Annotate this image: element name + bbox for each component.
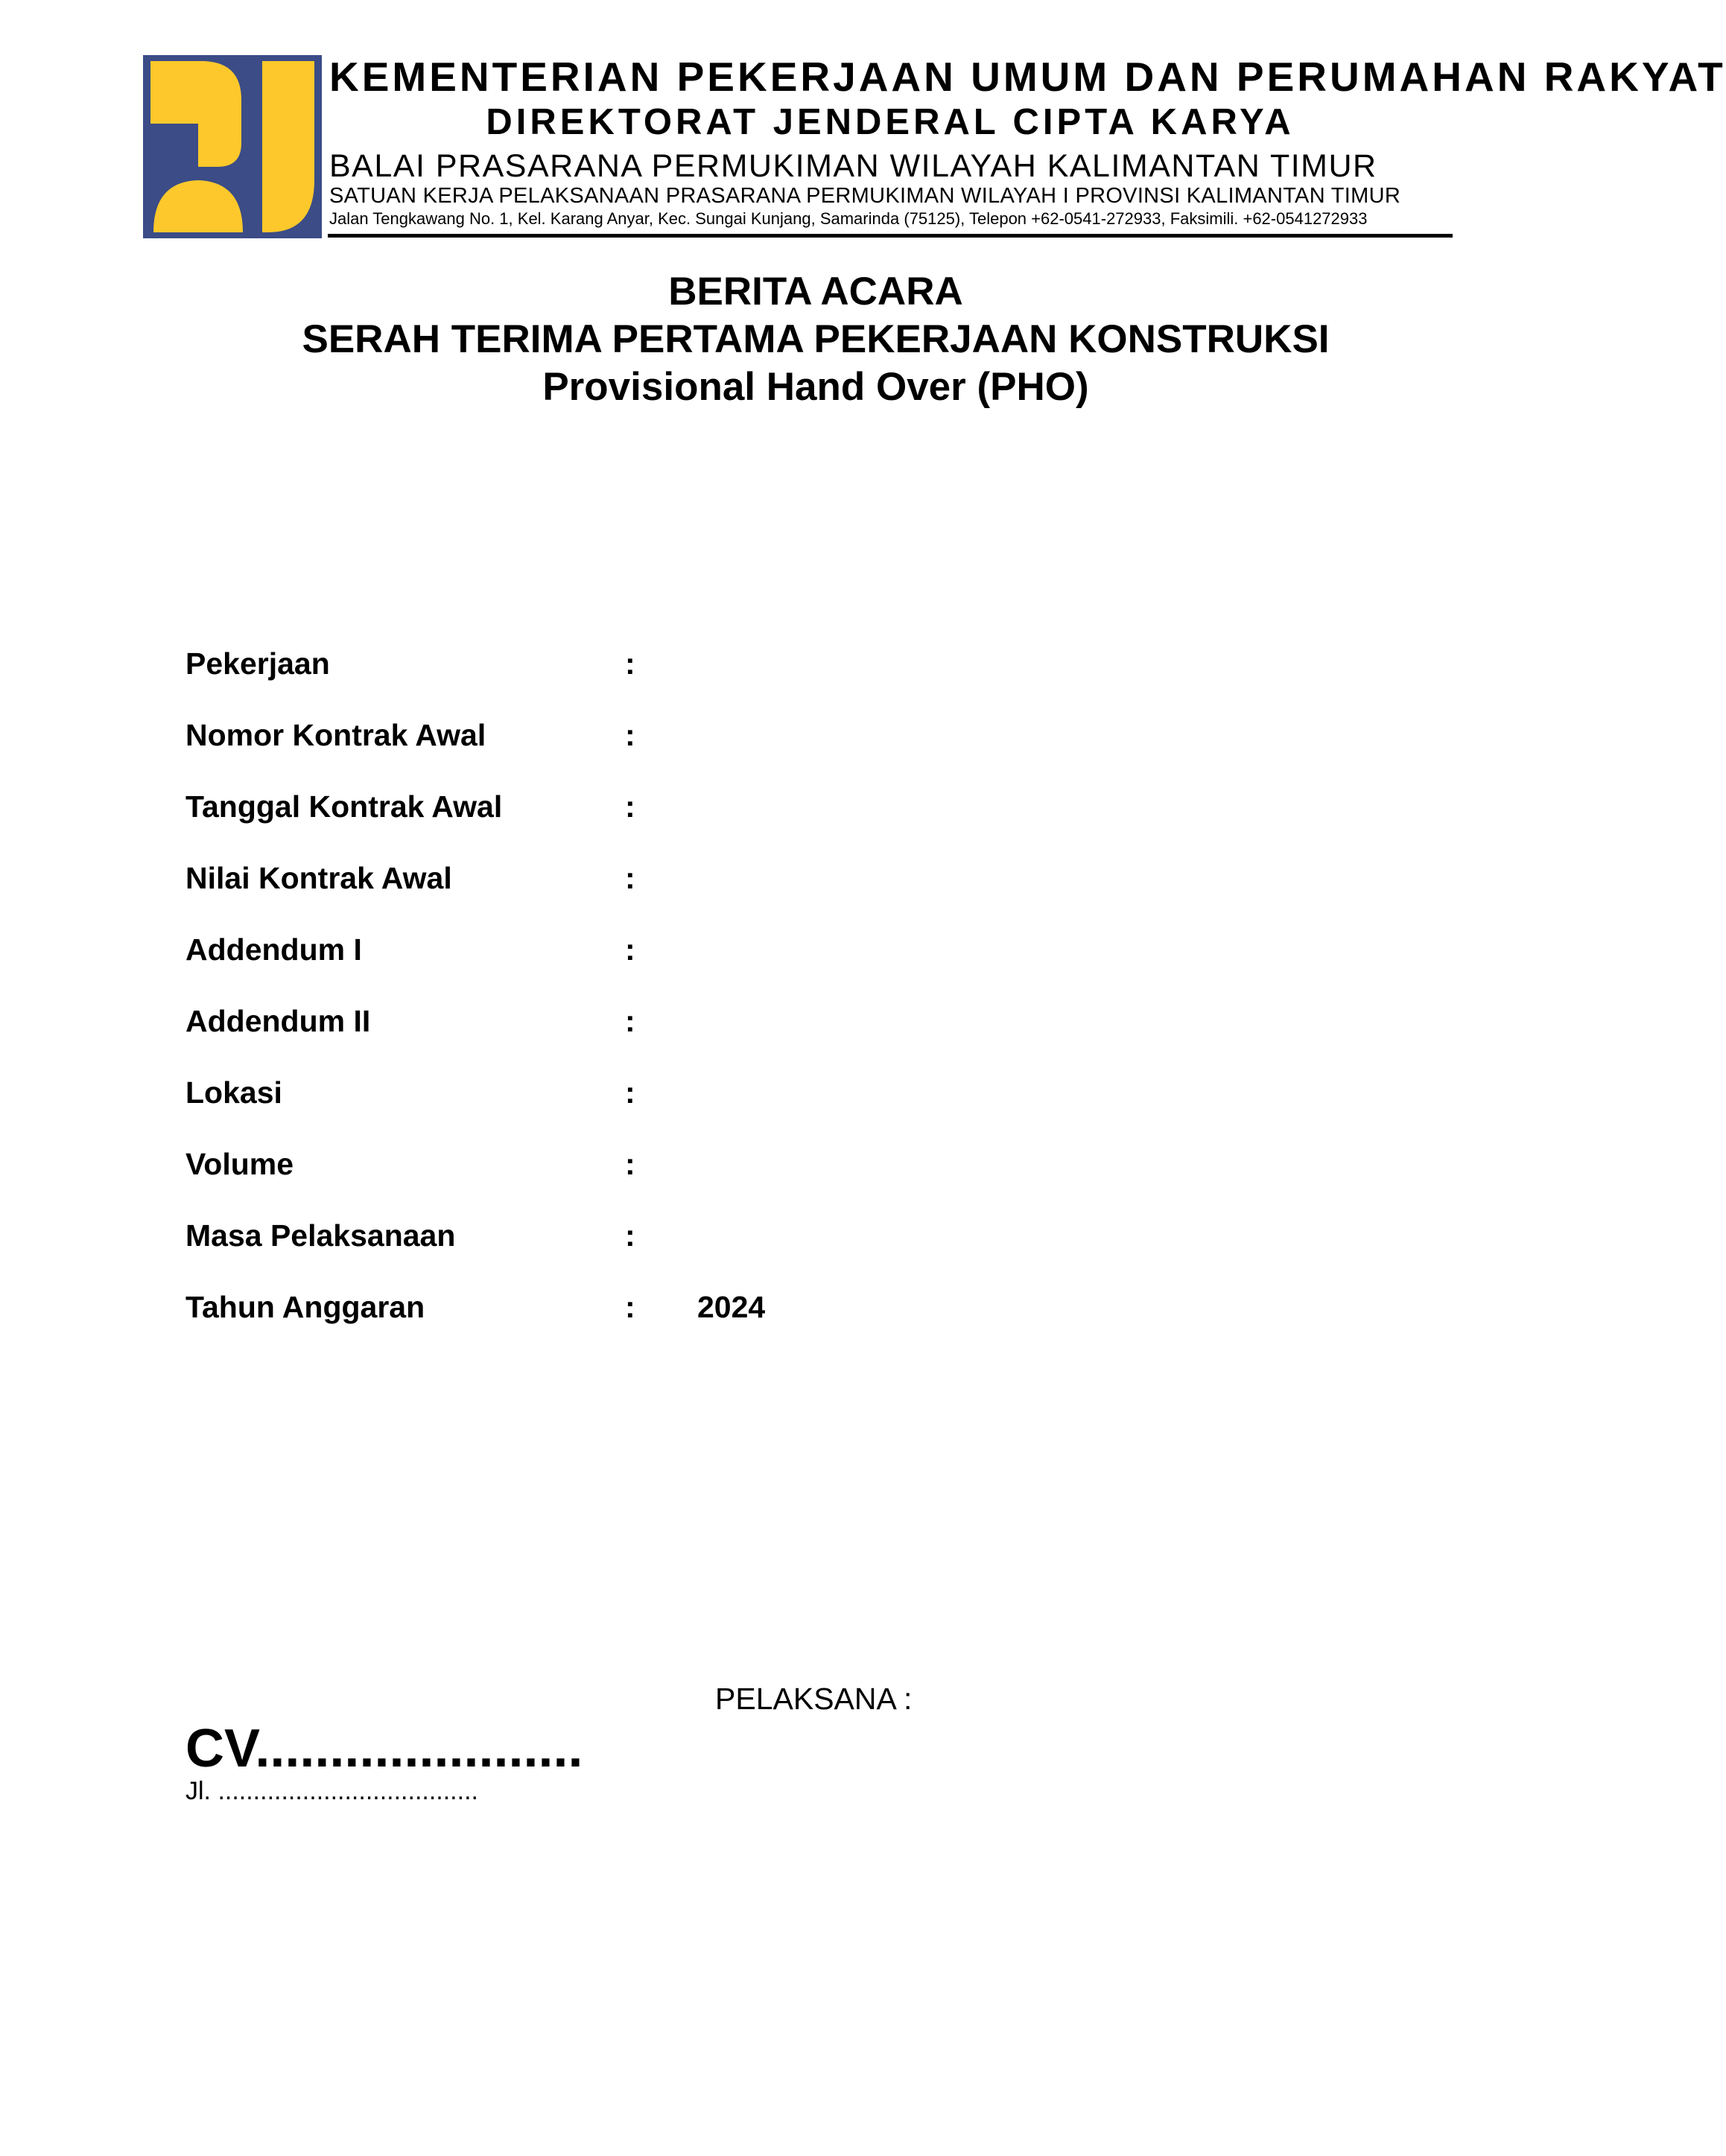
document-title bbox=[0, 268, 1526, 411]
field-row bbox=[185, 859, 1303, 931]
field-label: Addendum II bbox=[185, 1004, 371, 1038]
field-row bbox=[185, 1288, 1303, 1360]
letterhead-rule bbox=[328, 234, 1453, 238]
field-label: Volume bbox=[185, 1147, 294, 1181]
office-address: Jalan Tengkawang No. 1, Kel. Karang Anyar, Kec. Sungai Kunjang, Samarinda (75125), Telepon +62-0541-272933, Faksimili. +62-0541272933 bbox=[329, 209, 1368, 228]
office-name: BALAI PRASARANA PERMUKIMAN WILAYAH KALIMANTAN TIMUR bbox=[329, 148, 1377, 184]
field-colon: : bbox=[625, 646, 635, 681]
field-label: Tanggal Kontrak Awal bbox=[185, 789, 503, 824]
field-colon: : bbox=[625, 1218, 635, 1253]
field-colon: : bbox=[625, 789, 635, 824]
title-line-2: SERAH TERIMA PERTAMA PEKERJAAN KONSTRUKSI bbox=[302, 317, 1330, 361]
field-row bbox=[185, 1074, 1303, 1145]
field-colon: : bbox=[625, 718, 635, 752]
field-label: Tahun Anggaran bbox=[185, 1290, 425, 1324]
field-row bbox=[185, 931, 1303, 1002]
field-value: 2024 bbox=[697, 1290, 766, 1324]
field-list bbox=[185, 645, 1303, 1360]
field-row bbox=[185, 1002, 1303, 1074]
field-label: Nilai Kontrak Awal bbox=[185, 861, 452, 895]
field-colon: : bbox=[625, 1004, 635, 1038]
field-label: Lokasi bbox=[185, 1075, 282, 1110]
field-colon: : bbox=[625, 1290, 635, 1324]
executor-company: CV...................... bbox=[185, 1719, 583, 1778]
field-colon: : bbox=[625, 1147, 635, 1181]
field-label: Nomor Kontrak Awal bbox=[185, 718, 486, 752]
field-label: Masa Pelaksanaan bbox=[185, 1218, 456, 1253]
pupr-logo bbox=[143, 55, 322, 238]
field-colon: : bbox=[625, 1075, 635, 1110]
title-line-3: Provisional Hand Over (PHO) bbox=[542, 365, 1089, 409]
logo-yellow-right bbox=[262, 61, 314, 232]
letterhead bbox=[143, 52, 1726, 243]
unit-name: SATUAN KERJA PELAKSANAAN PRASARANA PERMUKIMAN WILAYAH I PROVINSI KALIMANTAN TIMUR bbox=[329, 184, 1401, 208]
title-line-1: BERITA ACARA bbox=[668, 270, 963, 314]
executor-address: Jl. ..................................... bbox=[185, 1777, 478, 1805]
field-colon: : bbox=[625, 932, 635, 967]
field-row bbox=[185, 788, 1303, 859]
field-label: Addendum I bbox=[185, 932, 362, 967]
directorate-name: DIREKTORAT JENDERAL CIPTA KARYA bbox=[486, 102, 1295, 142]
field-colon: : bbox=[625, 861, 635, 895]
letterhead-text bbox=[329, 52, 1726, 243]
field-label: Pekerjaan bbox=[185, 646, 330, 681]
field-row bbox=[185, 716, 1303, 788]
executor-heading: PELAKSANA : bbox=[715, 1682, 913, 1716]
ministry-name: KEMENTERIAN PEKERJAAN UMUM DAN PERUMAHAN RAKYAT bbox=[329, 54, 1726, 100]
field-row bbox=[185, 645, 1303, 716]
field-row bbox=[185, 1217, 1303, 1288]
field-row bbox=[185, 1145, 1303, 1217]
